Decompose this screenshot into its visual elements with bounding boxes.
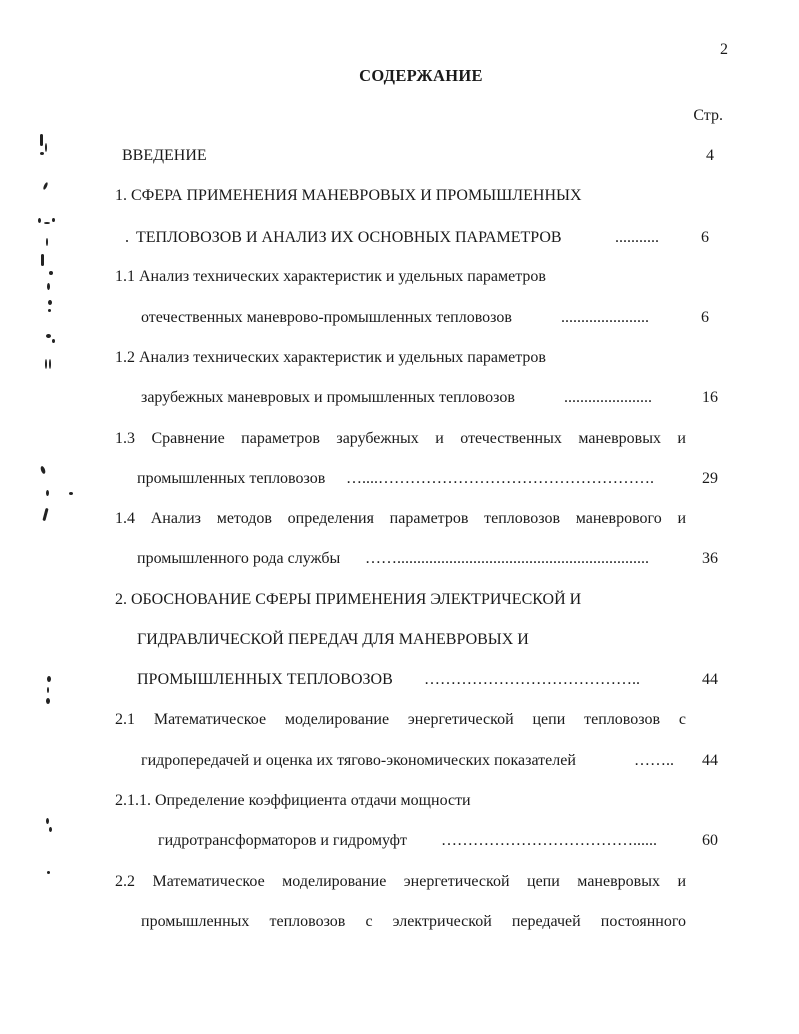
toc-leader-dots: ...................... — [561, 309, 649, 326]
toc-entry-text: 1. СФЕРА ПРИМЕНЕНИЯ МАНЕВРОВЫХ И ПРОМЫШЛЕННЫХ — [115, 187, 582, 204]
toc-entry-text: зарубежных маневровых и промышленных тепловозов — [141, 389, 515, 406]
page-column-label: Стр. — [693, 107, 723, 124]
toc-leader-dots: ...................... — [564, 389, 652, 406]
toc-entry-text: 1.4 Анализ методов определения параметров тепловозов маневрового и — [115, 510, 686, 527]
toc-leader-dots: …....……………………………………………. — [346, 470, 654, 487]
toc-entry-text: 2.2 Математическое моделирование энергетической цепи маневровых и — [115, 873, 686, 890]
toc-entry-text: 1.2 Анализ технических характеристик и удельных параметров — [115, 349, 546, 366]
toc-page-number: 6 — [701, 309, 709, 326]
toc-page-number: 4 — [706, 147, 714, 164]
toc-entry-text: ПРОМЫШЛЕННЫХ ТЕПЛОВОЗОВ — [137, 671, 393, 688]
toc-page-number: 29 — [702, 470, 718, 487]
toc-page-number: 6 — [701, 229, 709, 246]
toc-leader-dots: ........... — [615, 229, 659, 246]
toc-entry-text: промышленных тепловозов — [137, 470, 326, 487]
toc-entry-text: ГИДРАВЛИЧЕСКОЙ ПЕРЕДАЧ ДЛЯ МАНЕВРОВЫХ И — [137, 631, 529, 648]
toc-entry-text: 1.1 Анализ технических характеристик и удельных параметров — [115, 268, 546, 285]
toc-entry-text: 2.1.1. Определение коэффициента отдачи мощности — [115, 792, 471, 809]
toc-entry-text: промышленных тепловозов с электрической передачей постоянного — [141, 913, 686, 930]
toc-entry-text: ВВЕДЕНИЕ — [122, 147, 207, 164]
toc-page-number: 36 — [702, 550, 718, 567]
toc-leader-dots: ……............................................................... — [365, 550, 649, 567]
toc-entry-text: ТЕПЛОВОЗОВ И АНАЛИЗ ИХ ОСНОВНЫХ ПАРАМЕТРОВ — [136, 229, 562, 246]
toc-page-number: 44 — [702, 671, 718, 688]
toc-leader-dots: ………………………………….. — [424, 671, 640, 688]
toc-leader-dots: …….. — [634, 752, 674, 769]
page-title: СОДЕРЖАНИЕ — [359, 66, 483, 85]
toc-entry-text: отечественных маневрово-промышленных тепловозов — [141, 309, 512, 326]
toc-page-number: 60 — [702, 832, 718, 849]
page-number: 2 — [720, 41, 728, 58]
toc-entry-text: гидропередачей и оценка их тягово-экономических показателей — [141, 752, 576, 769]
toc-entry-text: 2. ОБОСНОВАНИЕ СФЕРЫ ПРИМЕНЕНИЯ ЭЛЕКТРИЧЕСКОЙ И — [115, 591, 582, 608]
toc-page-number: 16 — [702, 389, 718, 406]
toc-entry-text: промышленного рода службы — [137, 550, 341, 567]
toc-entry-text: гидротрансформаторов и гидромуфт — [158, 832, 407, 849]
toc-page-number: 44 — [702, 752, 718, 769]
toc-entry-text: 2.1 Математическое моделирование энергетической цепи тепловозов с — [115, 711, 686, 728]
toc-leader-dots: ………………………………...... — [441, 832, 657, 849]
toc-entry-text: 1.3 Сравнение параметров зарубежных и отечественных маневровых и — [115, 430, 686, 447]
